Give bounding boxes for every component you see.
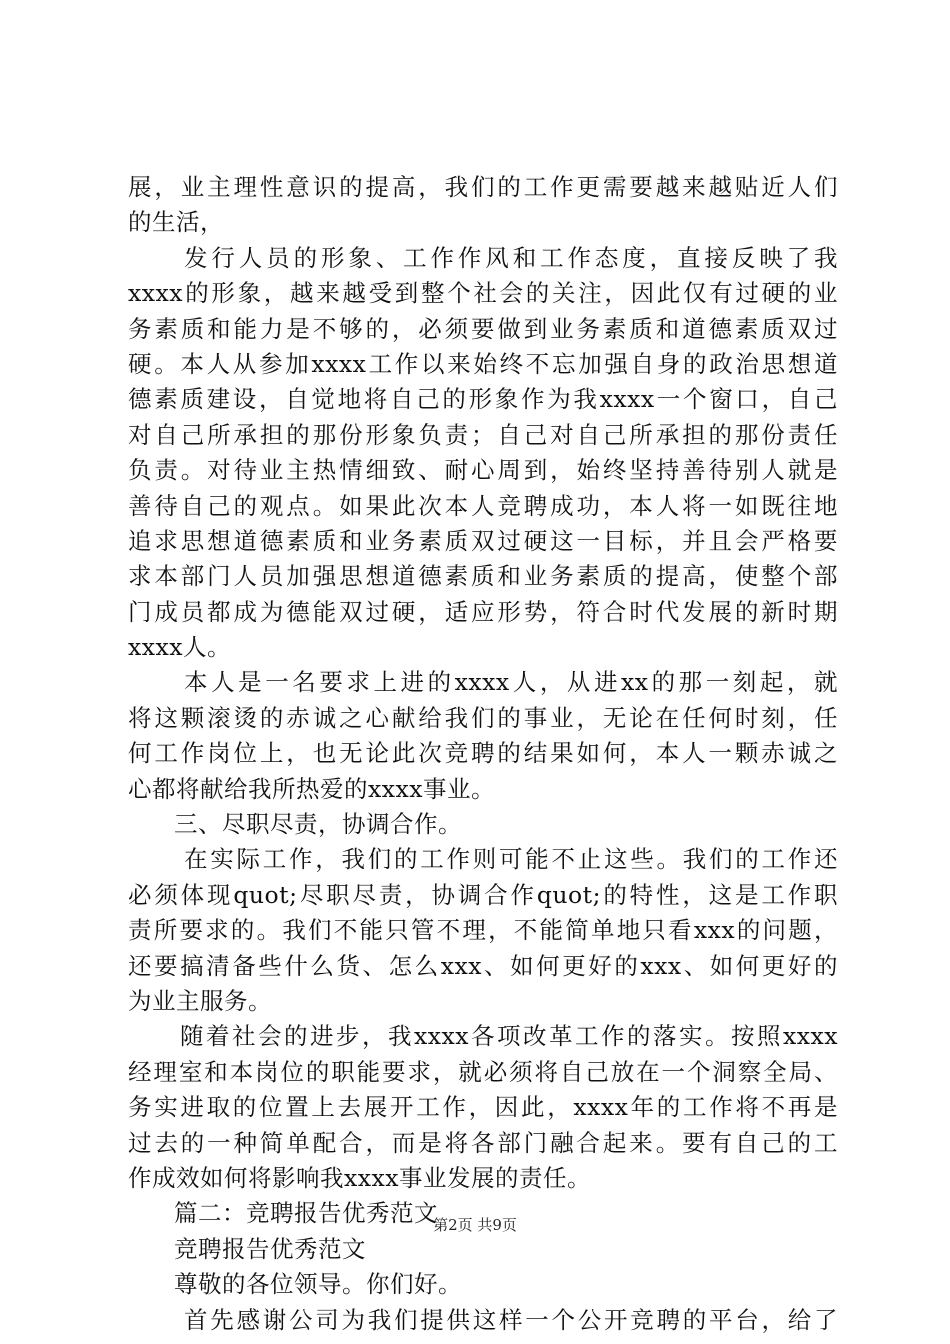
text-line: xxxx的形象，越来越受到整个社会的关注，因此仅有过硬的业	[128, 279, 838, 308]
text-line: 本人是一名要求上进的xxxx人，从进xx的那一刻起，就	[184, 668, 838, 697]
text-line: 在实际工作，我们的工作则可能不止这些。我们的工作还	[184, 845, 838, 874]
text-line: 随着社会的进步，我xxxx各项改革工作的落实。按照xxxx	[180, 1022, 838, 1051]
text-line: 求本部门人员加强思想道德素质和业务素质的提高，使整个部	[128, 562, 838, 591]
text-line: 经理室和本岗位的职能要求，就必须将自己放在一个洞察全局、	[128, 1057, 838, 1086]
text-line: 务素质和能力是不够的，必须要做到业务素质和道德素质双过	[128, 314, 838, 343]
text-line: 门成员都成为德能双过硬，适应形势，符合时代发展的新时期	[128, 597, 838, 626]
text-line: 展，业主理性意识的提高，我们的工作更需要越来越贴近人们	[128, 173, 838, 201]
text-line: 追求思想道德素质和业务素质双过硬这一目标，并且会严格要	[128, 526, 838, 555]
text-line: 三、尽职尽责，协调合作。	[174, 810, 462, 839]
text-line: 竞聘报告优秀范文	[174, 1234, 366, 1263]
text-line: 尊敬的各位领导。你们好。	[174, 1270, 462, 1299]
text-line: 务实进取的位置上去展开工作，因此，xxxx年的工作将不再是	[128, 1093, 838, 1122]
text-line: 篇二：竞聘报告优秀范文	[174, 1199, 438, 1228]
text-line: 作成效如何将影响我xxxx事业发展的责任。	[128, 1163, 592, 1192]
text-line: 硬。本人从参加xxxx工作以来始终不忘加强自身的政治思想道	[128, 349, 838, 378]
text-line: 德素质建设，自觉地将自己的形象作为我xxxx一个窗口，自己	[128, 385, 838, 414]
text-line: 将这颗滚烫的赤诚之心献给我们的事业，无论在任何时刻，任	[128, 703, 838, 732]
document-body	[128, 170, 838, 1338]
text-line: 负责。对待业主热情细致、耐心周到，始终坚持善待别人就是	[128, 456, 838, 485]
text-line: 心都将献给我所热爱的xxxx事业。	[128, 774, 496, 803]
text-line: 必须体现quot;尽职尽责，协调合作quot;的特性，这是工作职	[128, 880, 838, 909]
text-line: 首先感谢公司为我们提供这样一个公开竞聘的平台，给了	[184, 1305, 838, 1334]
text-line: 何工作岗位上，也无论此次竞聘的结果如何，本人一颗赤诚之	[128, 739, 838, 768]
text-line: 责所要求的。我们不能只管不理，不能简单地只看xxx的问题，	[128, 916, 838, 945]
page-footer: 第2页 共9页	[433, 1216, 517, 1234]
text-line: 发行人员的形象、工作作风和工作态度，直接反映了我	[184, 243, 838, 272]
text-line: 的生活，	[128, 208, 224, 237]
text-line: 对自己所承担的那份形象负责；自己对自己所承担的那份责任	[128, 420, 838, 449]
text-line: xxxx人。	[128, 633, 232, 662]
text-line: 为业主服务。	[128, 986, 272, 1015]
text-line: 过去的一种简单配合，而是将各部门融合起来。要有自己的工	[128, 1128, 838, 1157]
text-line: 善待自己的观点。如果此次本人竞聘成功，本人将一如既往地	[128, 491, 838, 520]
text-line: 还要搞清备些什么货、怎么xxx、如何更好的xxx、如何更好的	[128, 951, 838, 980]
